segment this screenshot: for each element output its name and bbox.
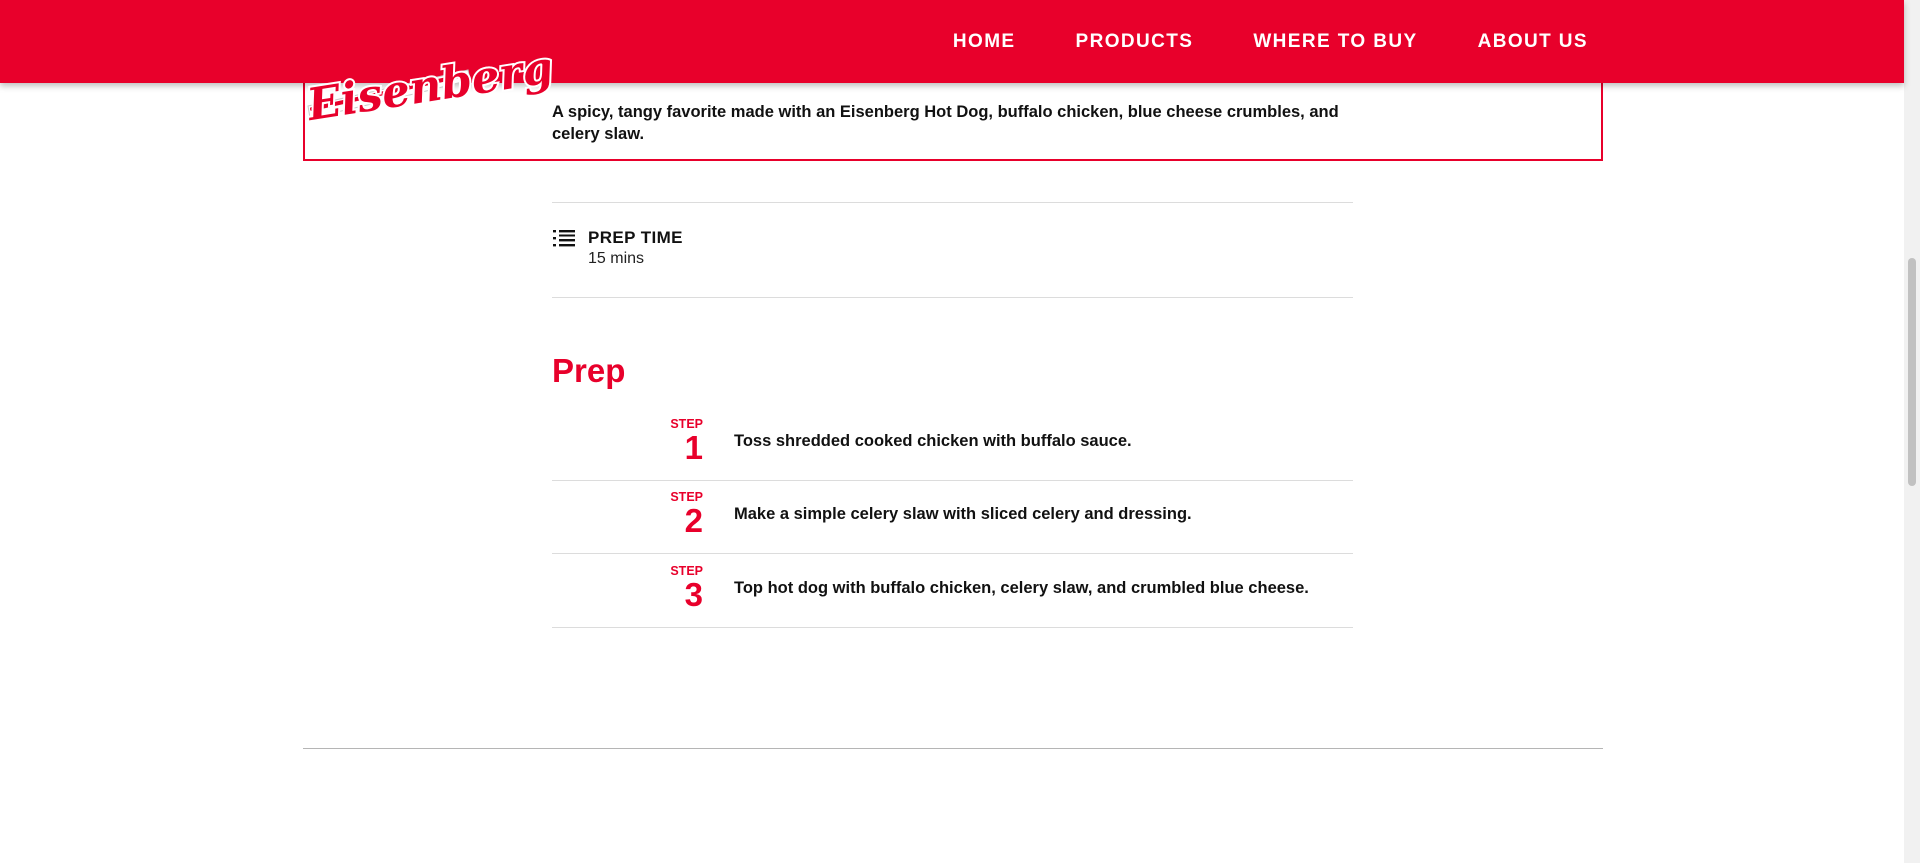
step-row (552, 408, 1353, 481)
step-row (552, 481, 1353, 554)
nav-about-us[interactable]: ABOUT US (1477, 30, 1588, 52)
nav-where-to-buy[interactable]: WHERE TO BUY (1253, 30, 1418, 52)
nav-home[interactable]: HOME (952, 30, 1016, 52)
step-text: Make a simple celery slaw with sliced celery and dressing. (734, 505, 1192, 523)
step-tag: STEP (670, 490, 703, 504)
prep-time-label: PREP TIME (588, 228, 683, 247)
page-scrollbar[interactable] (1904, 0, 1920, 863)
step-number: 2 (684, 502, 703, 539)
step-text: Toss shredded cooked chicken with buffalo sauce. (734, 432, 1132, 450)
step-text: Top hot dog with buffalo chicken, celery slaw, and crumbled blue cheese. (734, 579, 1309, 597)
svg-text:Eisenberg: Eisenberg (303, 42, 557, 132)
step-number: 1 (684, 429, 703, 466)
step-number: 3 (684, 576, 703, 613)
section-title: Prep (552, 352, 626, 389)
scrollbar-thumb[interactable] (1908, 258, 1916, 486)
site-header (0, 0, 1904, 83)
step-row (552, 555, 1353, 628)
eisenberg-logo[interactable] (300, 42, 557, 132)
nav-products[interactable]: PRODUCTS (1075, 30, 1194, 52)
divider (552, 202, 1353, 203)
step-tag: STEP (670, 417, 703, 431)
list-icon (553, 229, 575, 249)
divider (552, 297, 1353, 298)
step-tag: STEP (670, 564, 703, 578)
prep-time-value: 15 mins (588, 250, 645, 267)
eisenberg-logo-icon (300, 42, 557, 132)
recipe-description: A spicy, tangy favorite made with an Eisenberg Hot Dog, buffalo chicken, blue cheese crumbles, and celery slaw. (552, 103, 1339, 143)
main-nav (953, 0, 1588, 83)
footer-divider (303, 748, 1603, 749)
